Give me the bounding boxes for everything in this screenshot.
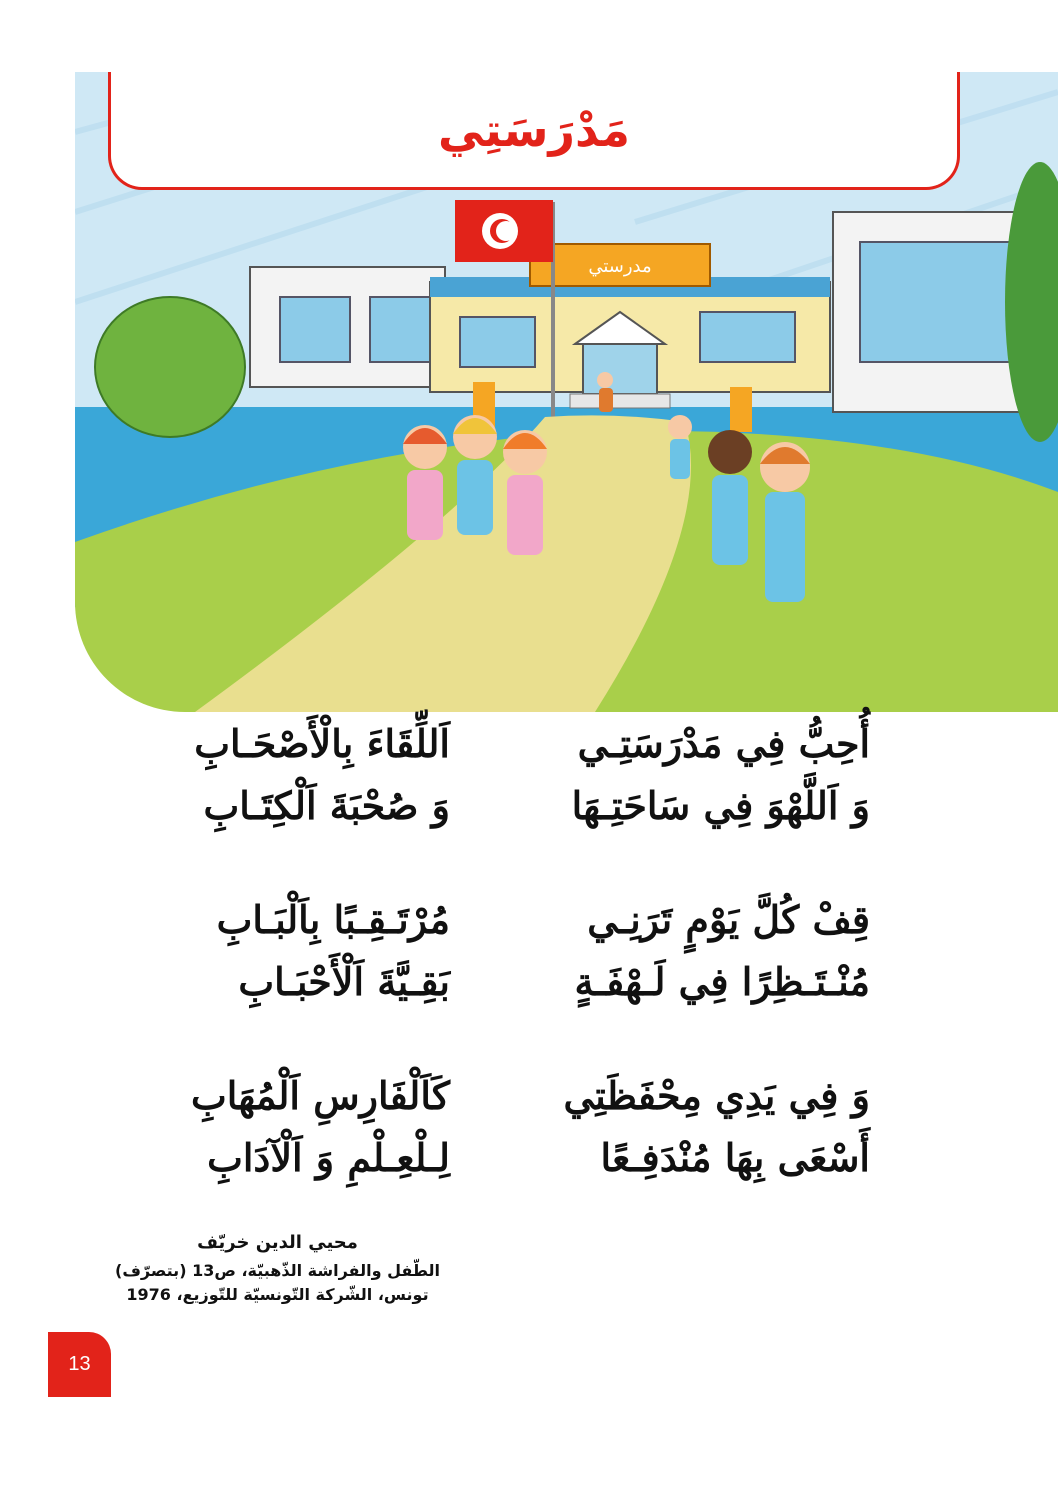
verse-second-hemistich: مُرْتَـقِـبًا بِاَلْبَـابِ	[216, 896, 450, 942]
verse-second-hemistich: بَقِـيَّةَ اَلْأَحْبَـابِ	[238, 958, 450, 1004]
author-name: محيي الدين خريّف	[197, 1232, 358, 1253]
poem-credits	[110, 1232, 445, 1307]
verse	[150, 950, 870, 1012]
verse-second-hemistich: كَاَلْفَارِسِ اَلْمُهَابِ	[191, 1072, 450, 1118]
verse-first-hemistich: وَ اَللَّهْوَ فِي سَاحَتِـهَا	[571, 782, 870, 828]
bush	[95, 297, 245, 437]
verse	[150, 888, 870, 950]
verse	[150, 1064, 870, 1126]
poem	[150, 712, 870, 1240]
publisher: تونس، الشّركة التّونسيّة للتّوزيع، 1976	[126, 1285, 429, 1304]
title-box	[108, 72, 960, 190]
stanza-1	[150, 712, 870, 836]
page-title: مَدْرَسَتِي	[437, 102, 631, 157]
verse-first-hemistich: أُحِبُّ فِي مَدْرَسَتِـي	[577, 720, 870, 766]
school-sign-text: مدرستي	[588, 256, 652, 277]
verse-first-hemistich: وَ فِي يَدِي مِحْفَظَتِي	[563, 1072, 870, 1118]
verse-first-hemistich: مُنْـتَـظِرًا فِي لَـهْفَـةٍ	[574, 958, 870, 1004]
verse	[150, 1126, 870, 1188]
verse-second-hemistich: اَللِّقَاءَ بِالْأَصْحَـابِ	[194, 720, 450, 766]
verse-first-hemistich: أَسْعَى بِهَا مُنْدَفِـعًا	[600, 1134, 870, 1180]
stanza-3	[150, 1064, 870, 1188]
verse-first-hemistich: قِفْ كُلَّ يَوْمٍ تَرَنِـي	[587, 896, 870, 942]
page-number: 13	[48, 1332, 111, 1397]
source-book: الطّفل والفراشة الذّهبيّة، ص13 (بتصرّف)	[115, 1261, 440, 1280]
children-group-left	[403, 415, 547, 555]
verse-second-hemistich: وَ صُحْبَةَ اَلْكِتَـابِ	[203, 782, 450, 828]
stanza-2	[150, 888, 870, 1012]
verse-second-hemistich: لِـلْعِـلْمِ وَ اَلْآدَابِ	[207, 1134, 450, 1180]
verse	[150, 774, 870, 836]
verse	[150, 712, 870, 774]
